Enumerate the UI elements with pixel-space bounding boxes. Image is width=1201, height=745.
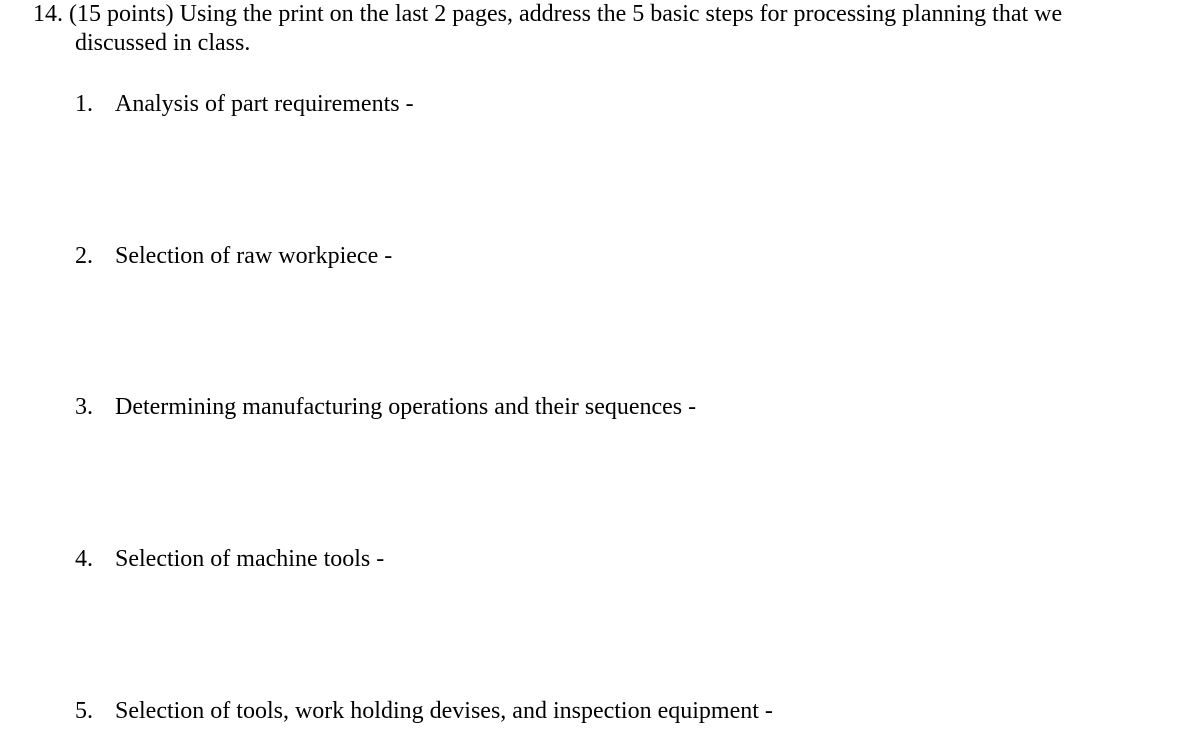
step-text: Analysis of part requirements - — [115, 91, 414, 117]
question-prompt — [33, 0, 1183, 58]
step-number: 5. — [75, 698, 93, 724]
step-number: 4. — [75, 546, 93, 572]
step-number: 3. — [75, 394, 93, 420]
step-text: Selection of tools, work holding devises, and inspection equipment - — [115, 698, 773, 724]
step-number: 1. — [75, 91, 93, 117]
step-item — [75, 90, 414, 119]
step-text: Selection of raw workpiece - — [115, 243, 393, 269]
step-text: Determining manufacturing operations and their sequences - — [115, 394, 697, 420]
step-item — [75, 393, 696, 422]
step-text: Selection of machine tools - — [115, 546, 385, 572]
step-item — [75, 697, 773, 726]
question-line-2: discussed in class. — [75, 30, 251, 56]
step-item — [75, 242, 392, 271]
question-line-1: 14. (15 points) Using the print on the last 2 pages, address the 5 basic steps for processing planning that we — [33, 1, 1063, 27]
step-number: 2. — [75, 243, 93, 269]
step-item — [75, 545, 384, 574]
